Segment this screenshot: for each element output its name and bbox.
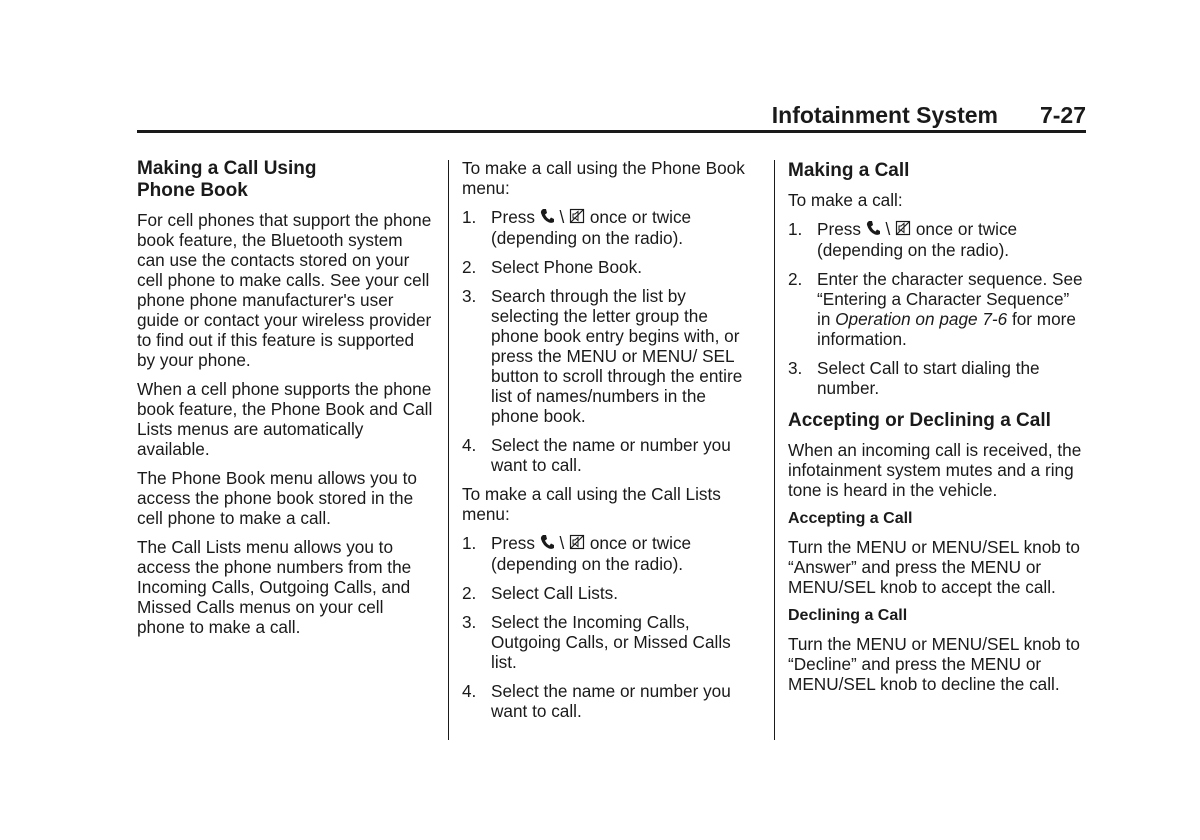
list-item: 1. Press \ once or twice (depending on the radio). — [462, 533, 692, 574]
column-divider — [774, 160, 775, 740]
paragraph: The Phone Book menu allows you to access the phone book stored in the cell phone to make a call. — [137, 468, 417, 528]
column-1 — [137, 158, 433, 646]
mute-icon — [569, 534, 585, 554]
cross-reference: Operation on page 7-6 — [835, 309, 1008, 329]
column-3 — [788, 158, 1086, 703]
intro-text: To make a call using the Call Lists menu: — [462, 484, 721, 524]
list-item: 4. Select the name or number you want to call. — [462, 681, 731, 721]
intro-text: To make a call using the Phone Book menu: — [462, 158, 745, 198]
list-item: 2. Enter the character sequence. See “Entering a Character Sequence” in Operation on page 7-6 for more information. — [788, 269, 1083, 349]
column-divider — [448, 160, 449, 740]
phone-icon — [540, 208, 555, 228]
paragraph: The Call Lists menu allows you to access the phone numbers from the Incoming Calls, Outgoing Calls, and Missed Calls menus on your cell phone to make a call. — [137, 537, 412, 637]
making-call-steps — [788, 219, 1086, 398]
list-item: 2. Select Phone Book. — [462, 257, 642, 277]
list-item: 3. Select Call to start dialing the number. — [788, 358, 1040, 398]
phone-icon — [540, 534, 555, 554]
paragraph: When a cell phone supports the phone book feature, the Phone Book and Call Lists menus are automatically available. — [137, 379, 433, 459]
paragraph: Turn the MENU or MENU/SEL knob to “Answer” and press the MENU or MENU/SEL knob to accept the call. — [788, 537, 1080, 597]
list-item: 3. Select the Incoming Calls, Outgoing Calls, or Missed Calls list. — [462, 612, 731, 672]
heading-accept-decline: Accepting or Declining a Call — [788, 410, 1051, 431]
subheading-declining: Declining a Call — [788, 607, 908, 624]
list-item: 1. Press \ once or twice (depending on the radio). — [462, 207, 692, 248]
paragraph: Turn the MENU or MENU/SEL knob to “Decline” and press the MENU or MENU/SEL knob to decline the call. — [788, 634, 1080, 694]
list-item: 2. Select Call Lists. — [462, 583, 619, 603]
column-2 — [462, 158, 758, 730]
heading-phone-book: Making a Call Using Phone Book — [137, 158, 317, 201]
page-header — [137, 100, 1086, 133]
phone-icon — [866, 220, 881, 240]
paragraph: For cell phones that support the phone book feature, the Bluetooth system can use the contacts stored on your cell phone to make calls. See your cell phone phone manufacturer's user guide or contact your wireless provider to find out if this feature is supported by your phone. — [137, 210, 432, 370]
list-item: 1. Press \ once or twice (depending on the radio). — [788, 219, 1018, 260]
page-number: 7-27 — [1039, 102, 1086, 128]
subheading-accepting: Accepting a Call — [788, 510, 913, 527]
list-item: 4. Select the name or number you want to call. — [462, 435, 731, 475]
call-lists-steps — [462, 533, 758, 721]
heading-making-a-call: Making a Call — [788, 160, 910, 181]
paragraph: When an incoming call is received, the infotainment system mutes and a ring tone is heard in the vehicle. — [788, 440, 1082, 500]
intro-text: To make a call: — [788, 190, 903, 210]
mute-icon — [895, 220, 911, 240]
list-item: 3. Search through the list by selecting the letter group the phone book entry begins with, or press the MENU or MENU/ SEL button to scroll through the entire list of names/numbers in the phone book. — [462, 286, 743, 426]
mute-icon — [569, 208, 585, 228]
phone-book-steps — [462, 207, 758, 475]
section-title: Infotainment System — [771, 102, 998, 128]
